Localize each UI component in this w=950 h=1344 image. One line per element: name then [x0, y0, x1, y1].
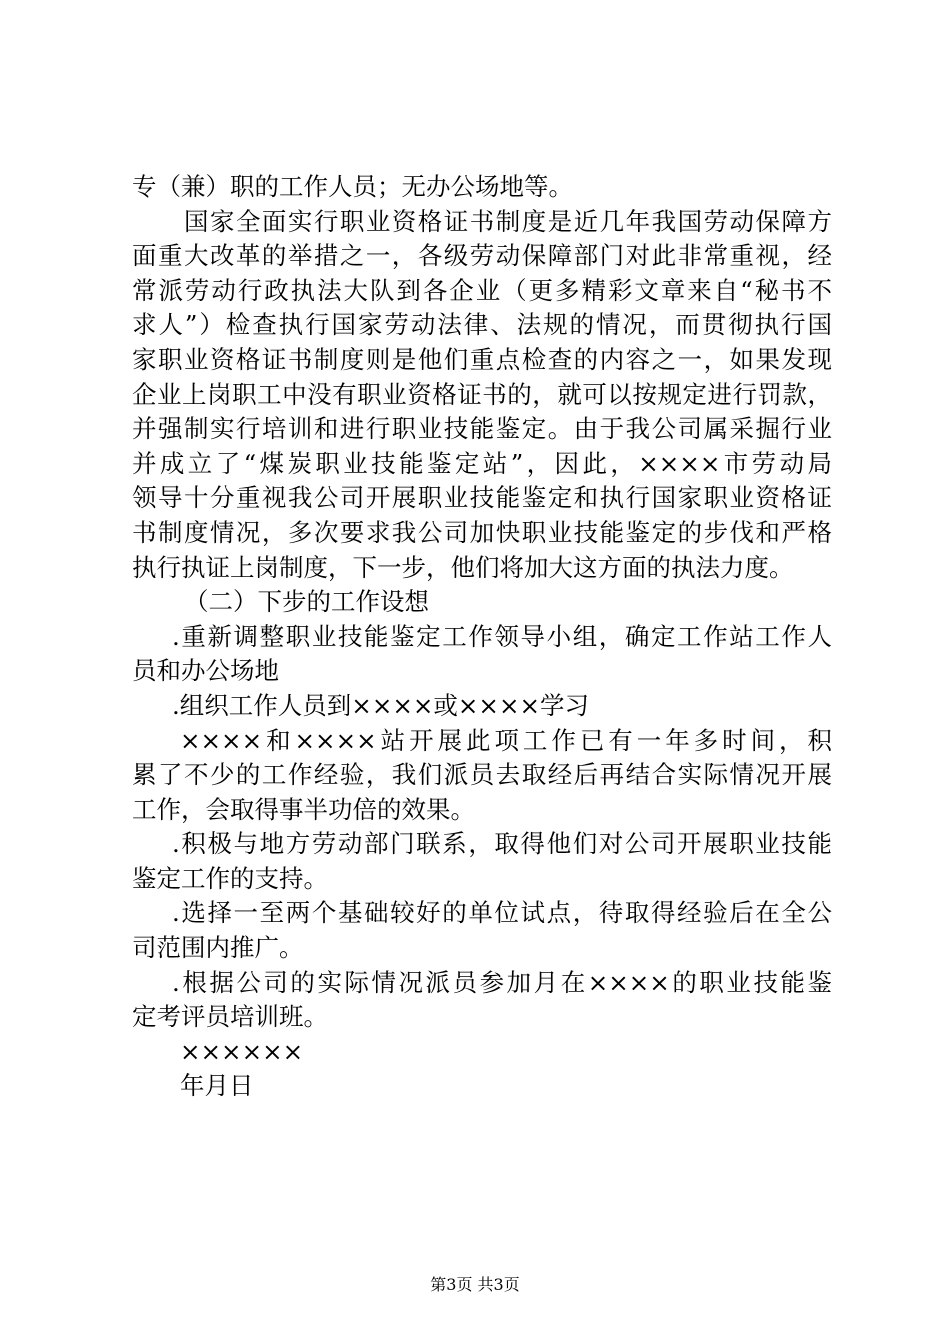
date-line: 年月日 [180, 1071, 254, 1101]
paragraph-line: 领导十分重视我公司开展职业技能鉴定和执行国家职业资格证 [132, 483, 832, 513]
list-item-line: 员和办公场地 [132, 656, 279, 686]
list-item-line: .重新调整职业技能鉴定工作领导小组，确定工作站工作人 [172, 621, 832, 651]
signature-line: ×××××× [180, 1036, 304, 1066]
list-item-line: .选择一至两个基础较好的单位试点，待取得经验后在全公 [172, 898, 832, 928]
text-line: 专（兼）职的工作人员；无办公场地等。 [132, 172, 573, 201]
list-item-line: .根据公司的实际情况派员参加月在××××的职业技能鉴 [172, 967, 832, 997]
page-footer [0, 1275, 950, 1295]
paragraph-line: ××××和××××站开展此项工作已有一年多时间，积 [180, 725, 832, 755]
paragraph-line: 累了不少的工作经验，我们派员去取经后再结合实际情况开展 [132, 760, 832, 790]
paragraph-line: 企业上岗职工中没有职业资格证书的，就可以按规定进行罚款， [132, 379, 832, 409]
list-item-line: 司范围内推广。 [132, 933, 304, 963]
paragraph-line: 面重大改革的举措之一，各级劳动保障部门对此非常重视，经 [132, 241, 832, 271]
paragraph-line: 工作，会取得事半功倍的效果。 [132, 794, 475, 824]
document-body [132, 170, 832, 1104]
paragraph-line: 国家全面实行职业资格证书制度是近几年我国劳动保障方 [184, 206, 832, 236]
paragraph-line: 并强制实行培训和进行职业技能鉴定。由于我公司属采掘行业 [132, 414, 832, 444]
paragraph-line: 并成立了“煤炭职业技能鉴定站”，因此，××××市劳动局 [132, 448, 832, 478]
list-item-line: .组织工作人员到××××或××××学习 [172, 690, 590, 720]
paragraph-line: 求人”）检查执行国家劳动法律、法规的情况，而贯彻执行国 [132, 310, 832, 340]
paragraph-line: 执行执证上岗制度，下一步，他们将加大这方面的执法力度。 [132, 552, 794, 582]
paragraph-line: 常派劳动行政执法大队到各企业（更多精彩文章来自“秘书不 [132, 275, 832, 305]
page-number-label: 第3页 共3页 [430, 1275, 520, 1294]
paragraph-line: 书制度情况，多次要求我公司加快职业技能鉴定的步伐和严格 [132, 517, 832, 547]
list-item-line: 鉴定工作的支持。 [132, 863, 328, 893]
section-heading: （二）下步的工作设想 [184, 587, 429, 617]
list-item-line: 定考评员培训班。 [132, 1002, 328, 1032]
list-item-line: .积极与地方劳动部门联系，取得他们对公司开展职业技能 [172, 829, 832, 859]
paragraph-line: 家职业资格证书制度则是他们重点检查的内容之一，如果发现 [132, 344, 832, 374]
